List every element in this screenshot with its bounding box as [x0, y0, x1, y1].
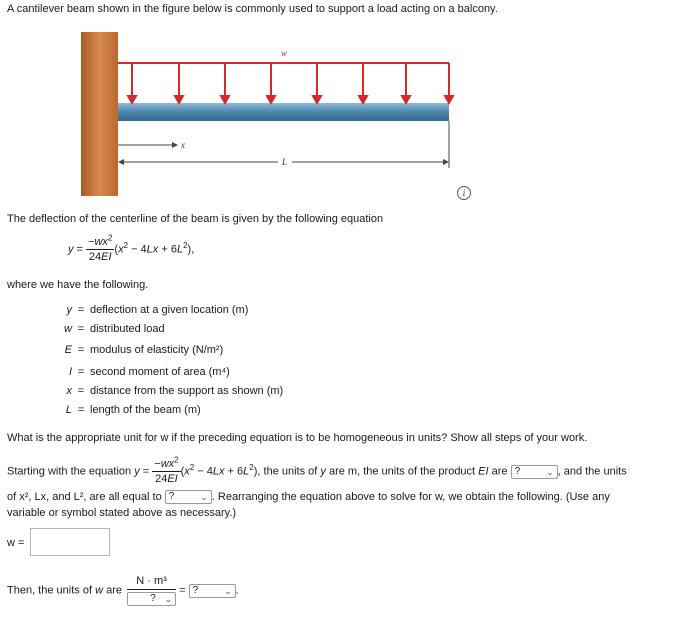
variable-row: E = modulus of elasticity (N/m²): [64, 344, 224, 356]
variable-row: I = second moment of area (m⁴): [68, 366, 230, 378]
then-line: Then, the units of w are N · m³ ? ⌄ = ? ⌄ .: [7, 575, 239, 604]
load-label: w: [281, 48, 288, 58]
info-icon[interactable]: i: [457, 186, 471, 200]
variable-row: L = length of the beam (m): [65, 404, 201, 416]
step-line-1: Starting with the equation y = $\frac{-wx^2}{24EI}$ $(x^2 - 4Lx + 6L^2)$, the units of y are m, the units of the product EI are ? ⌄ , and the units: [7, 455, 627, 485]
beam: [118, 103, 449, 121]
step-line-2: of x², Lx, and L², are all equal to ? ⌄ . Rearranging the equation above to solve for w, we obtain the following. (Use any: [7, 490, 610, 503]
x-label: x: [181, 140, 185, 150]
wall: [81, 32, 118, 196]
intro-text: A cantilever beam shown in the figure below is commonly used to support a load acting on a balcony.: [7, 3, 498, 15]
where-text: where we have the following.: [7, 279, 149, 291]
variable-note: variable or symbol stated above as necessary.): [7, 507, 237, 519]
w-expression-input[interactable]: [30, 528, 110, 556]
units-denominator-select[interactable]: ? ⌄: [127, 592, 176, 606]
variable-row: x = distance from the support as shown (m): [66, 385, 284, 397]
units-fraction-numerator: N · m³: [127, 575, 176, 590]
x2-units-select[interactable]: ? ⌄: [165, 490, 212, 504]
cantilever-figure: [0, 0, 700, 205]
ei-units-select[interactable]: ? ⌄: [511, 465, 558, 479]
deflection-intro: The deflection of the centerline of the beam is given by the following equation: [7, 213, 384, 225]
load-arrows: [128, 63, 453, 103]
variable-row: w = distributed load: [64, 323, 165, 335]
deflection-equation: y = $\frac{-wx^2}{24EI}$ $(x^2 - 4Lx + 6L^2)$,: [68, 233, 195, 263]
question-text: What is the appropriate unit for w if the preceding equation is to be homogeneous in units? Show all steps of your work.: [7, 432, 588, 444]
variable-row: y = deflection at a given location (m): [66, 304, 249, 316]
length-label: L: [282, 157, 288, 167]
w-units-select[interactable]: ? ⌄: [189, 584, 236, 598]
w-equals-label: w =: [7, 537, 25, 549]
